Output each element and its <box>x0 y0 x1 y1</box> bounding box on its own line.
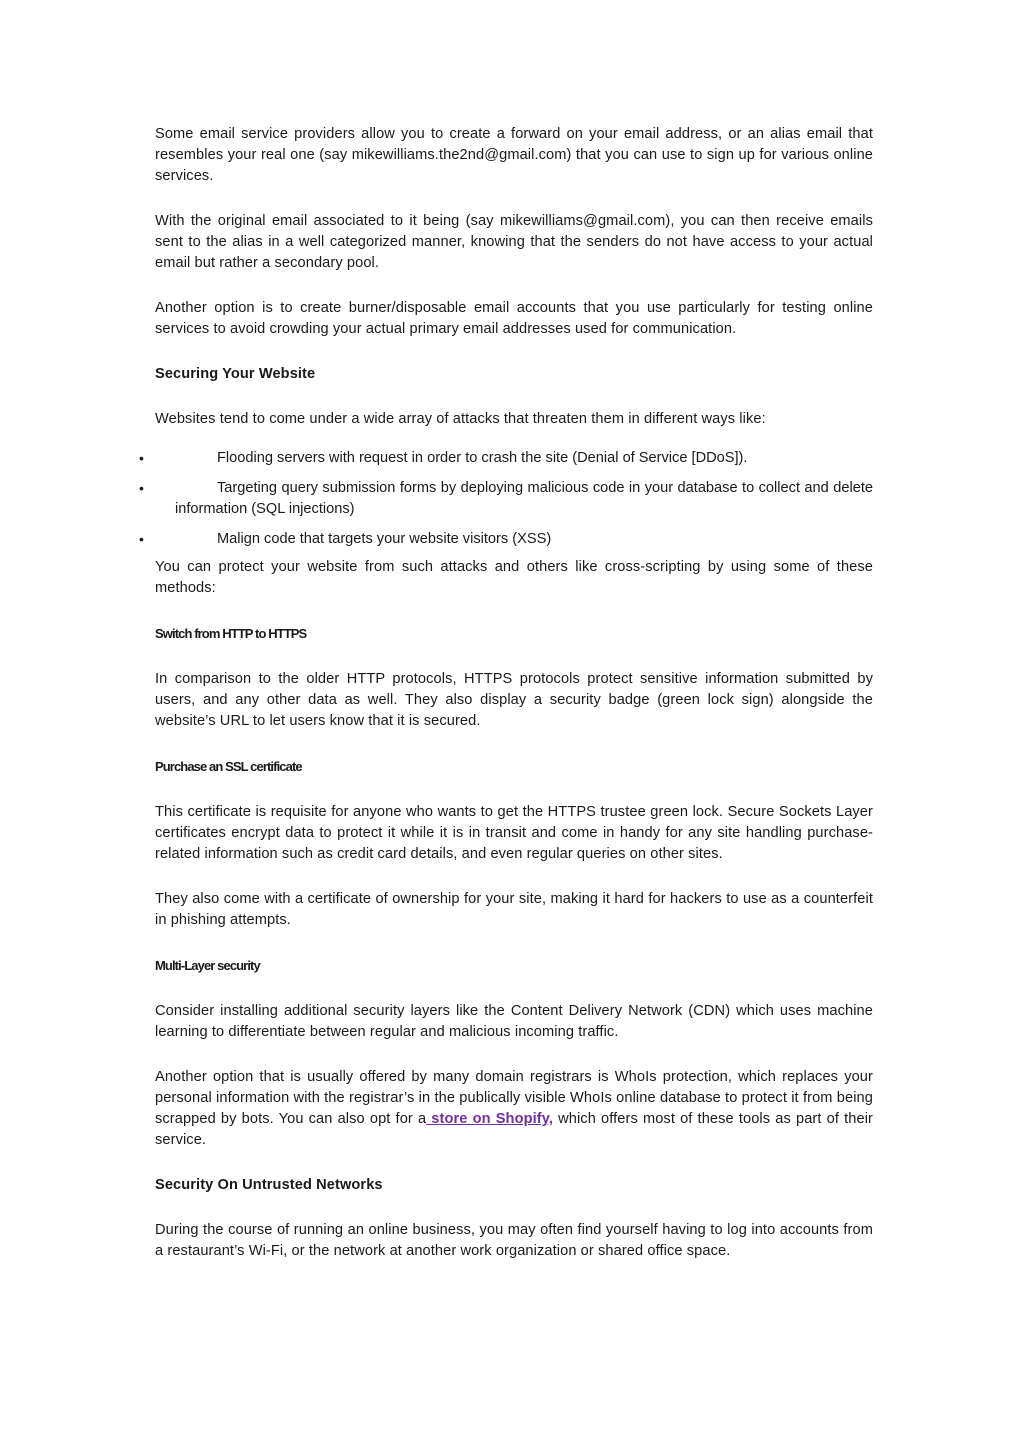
list-item <box>139 448 873 469</box>
paragraph-untrusted-networks: During the course of running an online business, you may often find yourself having to log into accounts from a restaurant’s Wi-Fi, or the network at another work organization or shared office space. <box>155 1222 873 1259</box>
paragraph-email-alias: Some email service providers allow you to create a forward on your email address, or an alias email that resembles your real one (say mikewilliams.the2nd@gmail.com) that you can use to sign up for various online services. <box>155 126 873 184</box>
paragraph-whois <box>155 1067 873 1151</box>
paragraph-cdn: Consider installing additional security layers like the Content Delivery Network (CDN) which uses machine learning to differentiate between regular and malicious incoming traffic. <box>155 1003 873 1040</box>
paragraph-burner-email: Another option is to create burner/disposable email accounts that you use particularly for testing online services to avoid crowding your actual primary email addresses used for communication. <box>155 300 873 337</box>
heading-switch-https: Switch from HTTP to HTTPS <box>155 626 307 641</box>
list-item <box>139 529 873 550</box>
heading-ssl-certificate: Purchase an SSL certificate <box>155 759 302 774</box>
list-item-text: Targeting query submission forms by deploying malicious code in your database to collect and delete information (SQL injections) <box>175 480 873 517</box>
attack-list <box>139 448 873 550</box>
list-item-text: Malign code that targets your website visitors (XSS) <box>217 531 552 547</box>
bullet-icon: • <box>139 450 144 466</box>
paragraph-ssl-1: This certificate is requisite for anyone who wants to get the HTTPS trustee green lock. Secure Sockets Layer certificates encrypt data to protect it while it is in transit and come in handy for any site handling purchase-related information such as credit card details, and even regular queries on other sites. <box>155 804 873 862</box>
paragraph-website-attacks-intro: Websites tend to come under a wide array of attacks that threaten them in different ways like: <box>155 411 766 427</box>
whois-text-after: which offers most of these tools as part of their service. <box>155 1111 873 1148</box>
paragraph-protect-methods: You can protect your website from such attacks and others like cross-scripting by using some of these methods: <box>155 559 873 596</box>
heading-untrusted-networks: Security On Untrusted Networks <box>155 1177 383 1193</box>
paragraph-https: In comparison to the older HTTP protocols, HTTPS protocols protect sensitive information submitted by users, and any other data as well. They also display a security badge (green lock sign) alongside the website’s URL to let users know that it is secured. <box>155 671 873 729</box>
document-page <box>139 124 873 1286</box>
shopify-store-link[interactable]: store on Shopify, <box>426 1111 553 1127</box>
whois-text-before: Another option that is usually offered by many domain registrars is WhoIs protection, which replaces your personal information with the registrar’s in the publically visible WhoIs online database to protect it from being scrapped by bots. You can also opt for a <box>155 1069 873 1127</box>
heading-multi-layer: Multi-Layer security <box>155 958 260 973</box>
list-item-text: Flooding servers with request in order to crash the site (Denial of Service [DDoS]). <box>217 450 748 466</box>
heading-securing-website: Securing Your Website <box>155 366 316 382</box>
list-item <box>139 478 873 520</box>
bullet-icon: • <box>139 480 144 496</box>
paragraph-email-original: With the original email associated to it being (say mikewilliams@gmail.com), you can then receive emails sent to the alias in a well categorized manner, knowing that the senders do not have access to your actual email but rather a secondary pool. <box>155 213 873 271</box>
bullet-icon: • <box>139 531 144 547</box>
paragraph-ssl-2: They also come with a certificate of ownership for your site, making it hard for hackers to use as a counterfeit in phishing attempts. <box>155 891 873 928</box>
